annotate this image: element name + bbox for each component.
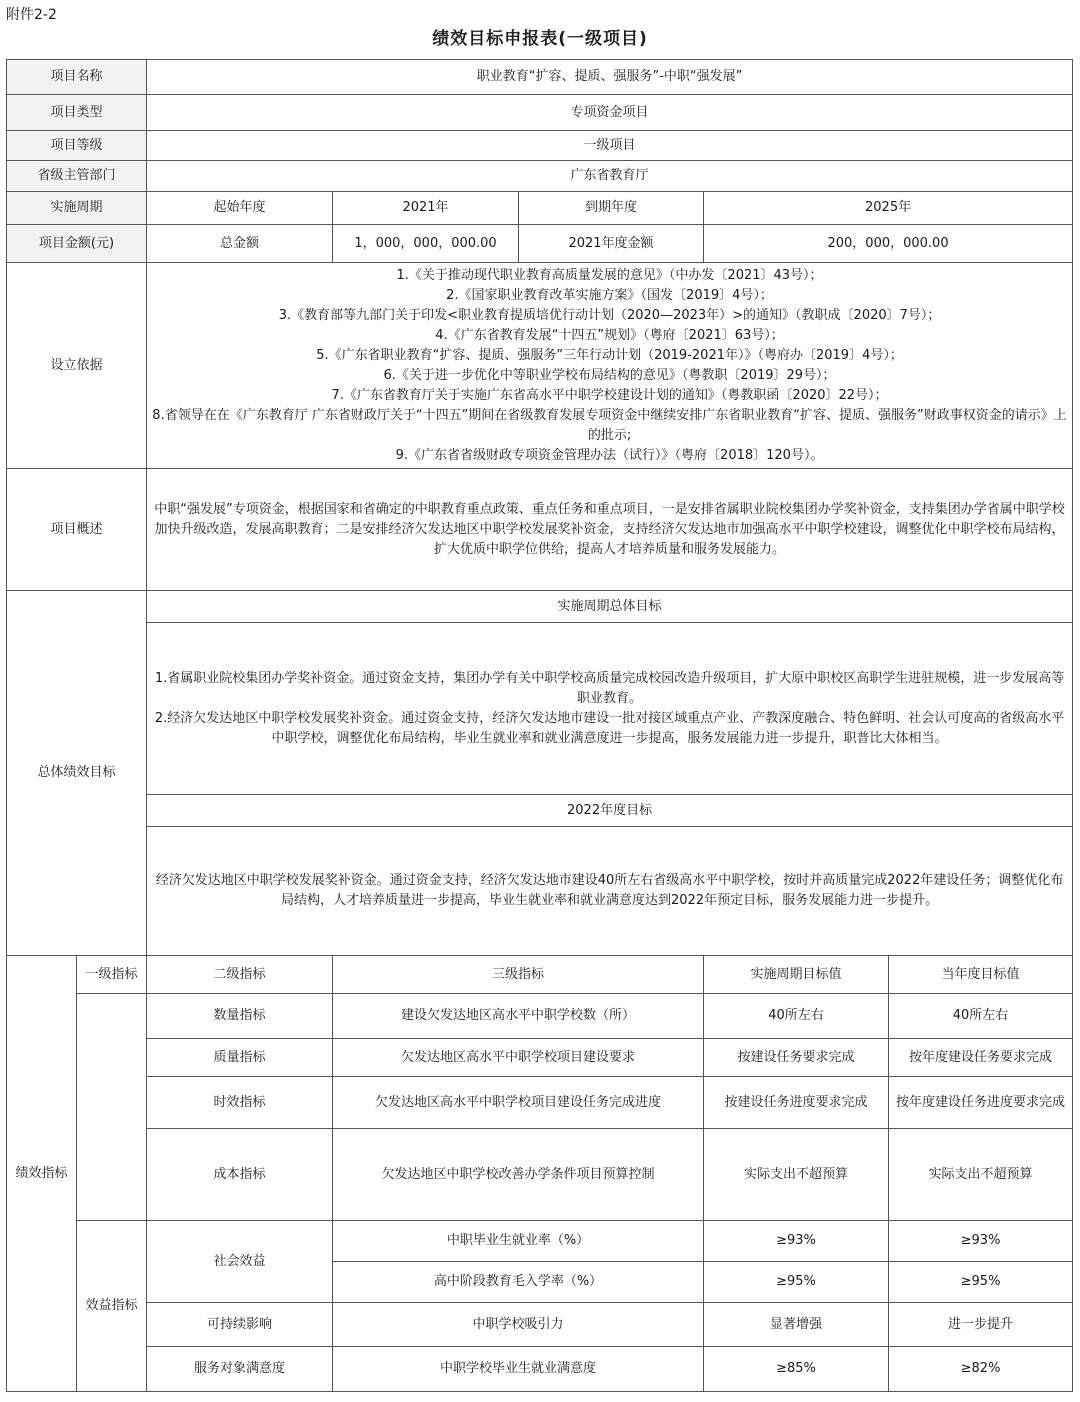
indicator-year-value: ≥93% — [889, 1221, 1073, 1262]
form-title: 绩效目标申报表(一级项目) — [432, 29, 648, 49]
indicator-l3: 欠发达地区高水平中职学校项目建设要求 — [333, 1039, 704, 1077]
indicator-l2: 时效指标 — [147, 1077, 333, 1129]
department-value: 广东省教育厅 — [147, 161, 1073, 192]
indicator-l3: 高中阶段教育毛入学率（%） — [333, 1262, 704, 1303]
basis-item: 3.《教育部等九部门关于印发<职业教育提质培优行动计划（2020—2023年）>的通知》（教职成〔2020〕7号）； — [278, 307, 941, 323]
indicator-l3: 欠发达地区高水平中职学校项目建设任务完成进度 — [333, 1077, 704, 1129]
basis-item: 9.《广东省省级财政专项资金管理办法（试行）》（粤府〔2018〕120号）。 — [395, 447, 824, 463]
indicator-l2: 服务对象满意度 — [147, 1347, 333, 1392]
year-amount-value: 200，000，000.00 — [704, 225, 1073, 263]
indicator-period-value: ≥95% — [704, 1262, 889, 1303]
total-amount-label: 总金额 — [147, 225, 333, 263]
indicator-header-year: 当年度目标值 — [889, 956, 1073, 994]
end-year-value: 2025年 — [704, 192, 1073, 225]
start-year-value: 2021年 — [333, 192, 519, 225]
indicator-year-value: 按年度建设任务进度要求完成 — [889, 1077, 1073, 1129]
basis-item: 5.《广东省职业教育“扩容、提质、强服务”三年行动计划（2019-2021年）》（粤府办〔2019〕4号）； — [316, 347, 903, 363]
indicator-header-period: 实施周期目标值 — [704, 956, 889, 994]
period-goal-header: 实施周期总体目标 — [147, 591, 1073, 623]
indicator-year-value: ≥82% — [889, 1347, 1073, 1392]
project-name-label: 项目名称 — [7, 60, 147, 95]
project-name-value: 职业教育“扩容、提质、强服务”-中职“强发展” — [147, 60, 1073, 95]
indicator-year-value: 按年度建设任务要求完成 — [889, 1039, 1073, 1077]
performance-target-form — [6, 59, 1073, 1392]
overview-text: 中职“强发展”专项资金，根据国家和省确定的中职教育重点政策、重点任务和重点项目，一是安排省属职业院校集团办学奖补资金，支持集团办学省属中职学校加快升级改造，发展高职教育；二是安排经济欠发达地区中职学校发展奖补资金，支持经济欠发达地市加强高水平中职学校建设，调整优化中职学校布局结构，扩大优质中职学位供给，提高人才培养质量和服务发展能力。 — [147, 469, 1073, 591]
period-goal-text — [147, 623, 1073, 795]
year-amount-label: 2021年度金额 — [519, 225, 704, 263]
project-level-value: 一级项目 — [147, 131, 1073, 161]
attachment-label: 附件2-2 — [6, 7, 57, 23]
project-type-label: 项目类型 — [7, 95, 147, 131]
project-type-value: 专项资金项目 — [147, 95, 1073, 131]
total-amount-value: 1，000，000，000.00 — [333, 225, 519, 263]
indicator-l2: 可持续影响 — [147, 1303, 333, 1347]
indicator-period-value: 40所左右 — [704, 994, 889, 1039]
basis-item: 4.《广东省教育发展“十四五”规划》（粤府〔2021〕63号）； — [435, 327, 784, 343]
overall-goals-label: 总体绩效目标 — [7, 591, 147, 956]
indicator-l3: 中职学校吸引力 — [333, 1303, 704, 1347]
period-goal-item: 1.省属职业院校集团办学奖补资金。通过资金支持，集团办学有关中职学校高质量完成校园改造升级项目，扩大原中职校区高职学生进驻规模，进一步发展高等职业教育。 — [154, 670, 1065, 706]
indicator-period-value: 按建设任务要求完成 — [704, 1039, 889, 1077]
end-year-label: 到期年度 — [519, 192, 704, 225]
indicator-header-l1: 一级指标 — [77, 956, 147, 994]
indicator-l2: 数量指标 — [147, 994, 333, 1039]
indicator-year-value: ≥95% — [889, 1262, 1073, 1303]
period-goal-item: 2.经济欠发达地区中职学校发展奖补资金。通过资金支持，经济欠发达地市建设一批对接区域重点产业、产教深度融合、特色鲜明、社会认可度高的省级高水平中职学校，调整优化布局结构，毕业生就业率和就业满意度进一步提高，服务发展能力进一步提升，职普比大体相当。 — [154, 710, 1065, 746]
indicator-l2: 质量指标 — [147, 1039, 333, 1077]
start-year-label: 起始年度 — [147, 192, 333, 225]
amount-label: 项目金额(元) — [7, 225, 147, 263]
indicator-l3: 中职毕业生就业率（%） — [333, 1221, 704, 1262]
indicator-header-l2: 二级指标 — [147, 956, 333, 994]
indicator-year-value: 实际支出不超预算 — [889, 1129, 1073, 1221]
department-label: 省级主管部门 — [7, 161, 147, 192]
overview-label: 项目概述 — [7, 469, 147, 591]
indicator-period-value: 按建设任务进度要求完成 — [704, 1077, 889, 1129]
indicator-l3: 建设欠发达地区高水平中职学校数（所） — [333, 994, 704, 1039]
indicator-year-value: 40所左右 — [889, 994, 1073, 1039]
year-goal-text: 经济欠发达地区中职学校发展奖补资金。通过资金支持，经济欠发达地市建设40所左右省级高水平中职学校，按时并高质量完成2022年建设任务；调整优化布局结构，人才培养质量进一步提高，毕业生就业率和就业满意度达到2022年预定目标，服务发展能力进一步提升。 — [147, 827, 1073, 956]
basis-item: 7.《广东省教育厅关于实施广东省高水平中职学校建设计划的通知》（粤教职函〔2020〕22号）； — [331, 387, 888, 403]
benefit-indicator-label: 效益指标 — [77, 1221, 147, 1392]
indicators-label: 绩效指标 — [7, 956, 77, 1392]
indicator-header-l3: 三级指标 — [333, 956, 704, 994]
basis-item: 6.《关于进一步优化中等职业学校布局结构的意见》（粤教职〔2019〕29号）； — [383, 367, 836, 383]
indicator-period-value: 显著增强 — [704, 1303, 889, 1347]
period-label: 实施周期 — [7, 192, 147, 225]
year-goal-header: 2022年度目标 — [147, 795, 1073, 827]
indicator-l3: 欠发达地区中职学校改善办学条件项目预算控制 — [333, 1129, 704, 1221]
indicator-period-value: ≥85% — [704, 1347, 889, 1392]
indicator-year-value: 进一步提升 — [889, 1303, 1073, 1347]
output-indicator-cell — [77, 994, 147, 1221]
indicator-period-value: ≥93% — [704, 1221, 889, 1262]
indicator-l3: 中职学校毕业生就业满意度 — [333, 1347, 704, 1392]
basis-item: 2.《国家职业教育改革实施方案》（国发〔2019〕4号）； — [446, 287, 773, 303]
indicator-l2: 成本指标 — [147, 1129, 333, 1221]
basis-list — [147, 263, 1073, 469]
indicator-period-value: 实际支出不超预算 — [704, 1129, 889, 1221]
basis-item: 8.省领导在在《广东教育厅 广东省财政厅关于“十四五”期间在省级教育发展专项资金中继续安排广东省职业教育“扩容、提质、强服务”财政事权资金的请示》上的批示; — [152, 407, 1067, 443]
basis-label: 设立依据 — [7, 263, 147, 469]
basis-item: 1.《关于推动现代职业教育高质量发展的意见》（中办发〔2021〕43号）； — [396, 267, 823, 283]
project-level-label: 项目等级 — [7, 131, 147, 161]
social-benefit-label: 社会效益 — [147, 1221, 333, 1303]
